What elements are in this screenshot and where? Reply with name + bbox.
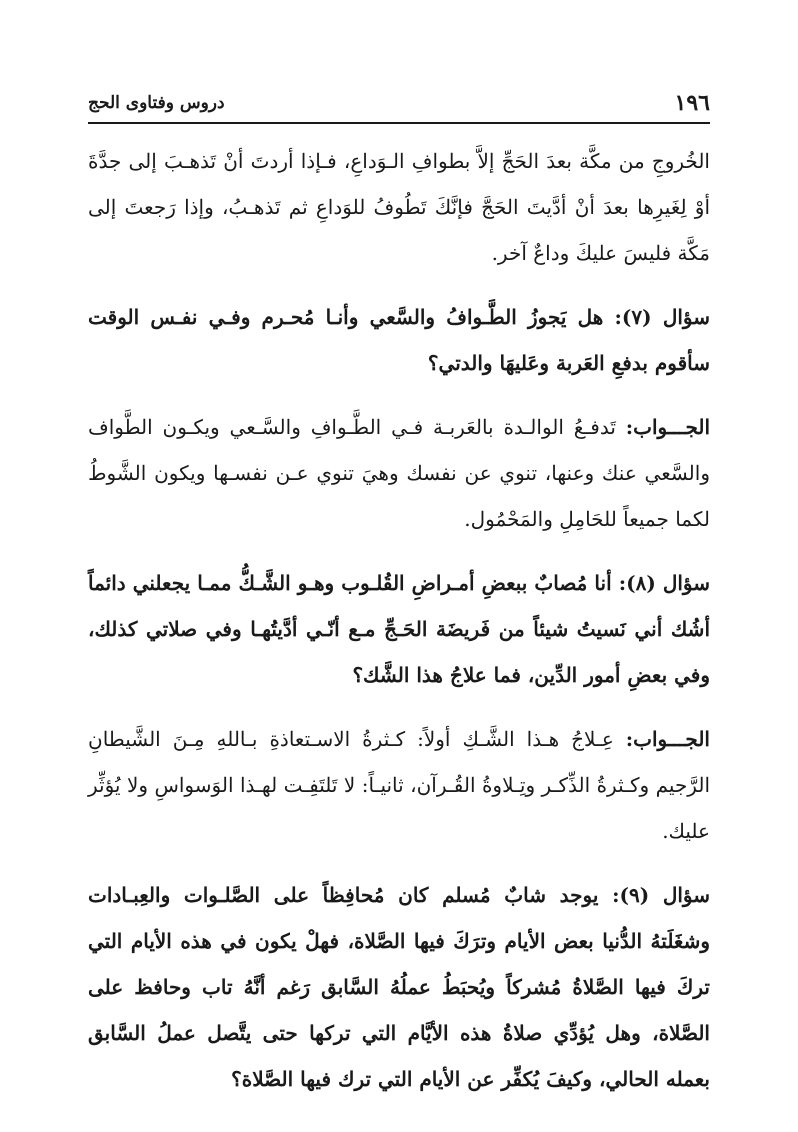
page-header (88, 88, 710, 118)
header-divider (88, 122, 710, 124)
answer-8-paragraph (88, 716, 710, 854)
question-label: سؤال (٨): (618, 571, 710, 595)
question-7-paragraph (88, 294, 710, 386)
question-text: هل يَجوزُ الطَّـوافُ والسَّعي وأنـا مُحـرم وفـي نفـس الوقت سأقوم بدفعِ العَربة وعَليهَا والدتي؟ (88, 305, 710, 375)
question-text: يوجد شابٌ مُسلم كان مُحافِظاً على الصَّلـوات والعِبـادات وشغَلَتهُ الدُّنيا بعض الأيام وترَكَ فيها الصَّلاة، فهلْ يكون في هذه الأيام التي تركَ فيها الصَّلاةُ مُشركاً ويُحبَطُ عملُهُ السَّابق رَغم أنَّهُ تاب وحافظ على الصَّلاة، وهل يُؤدِّي صلاةُ هذه الأيَّام التي تركها حتى يتَّصل عملُ السَّابق بعمله الحالي، وكيفَ يُكفِّر عن الأيام التي ترك فيها الصَّلاة؟ (88, 883, 710, 1091)
running-title: دروس وفتاوى الحج (88, 93, 225, 113)
paragraph-text: الخُروجِ من مكَّة بعدَ الحَجِّ إلاَّ بطوافِ الـوَداعِ، فـإذا أردتَ أنْ تَذهـبَ إلى جدَّةَ أوْ لِغَيرِها بعدَ أنْ أدَّيتَ الحَجَّ فإنَّكَ تَطُوفُ للوَداعِ ثم تَذهـبُ، وإذا رَجعتَ إلى مَكَّة فليسَ عليكَ وداعٌ آخر. (88, 149, 710, 265)
question-9-paragraph (88, 872, 710, 1102)
question-text: أنا مُصابٌ ببعضِ أمـراضِ القُلـوب وهـو الشَّـكُّ ممـا يجعلني دائماً أشُك أني نَسيتُ شيئاً من فَريضَة الحَـجِّ مـع أنّـي أدَّيتُهـا وفي صلاتي كذلك، وفي بعضِ أمور الدِّين، فما علاجُ هذا الشَّك؟ (88, 571, 710, 687)
page-body (88, 138, 710, 1120)
answer-label: الجـــواب: (625, 415, 711, 439)
page-number: ١٩٦ (674, 90, 710, 116)
answer-text: عِـلاجُ هـذا الشَّـكِ أولاً: كـثرةُ الاسـتعاذةِ بـاللهِ مِـنَ الشَّيطانِ الرَّجيم وكـثرةُ الذِّكـر وتِـلاوةُ القُـرآن، ثانيـاً: لا تَلتَفِـت لهـذا الوَسواسِ ولا يُؤثِّر عليك. (88, 727, 710, 843)
question-8-paragraph (88, 560, 710, 698)
answer-7-paragraph (88, 404, 710, 542)
question-label: سؤال (٩): (612, 883, 711, 907)
answer-text: تَدفـعُ الوالـدة بالعَربـة فـي الطَّـوافِ والسَّـعي ويكـون الطَّواف والسَّعي عنك وعنها، تنوي عن نفسك وهيَ تنوي عـن نفسـها ويكون الشَّوطُ لكما جميعاً للحَامِلِ والمَحْمُول. (88, 415, 710, 531)
answer-continuation-paragraph (88, 138, 710, 276)
question-label: سؤال (٧): (614, 305, 710, 329)
answer-label: الجـــواب: (625, 727, 710, 751)
